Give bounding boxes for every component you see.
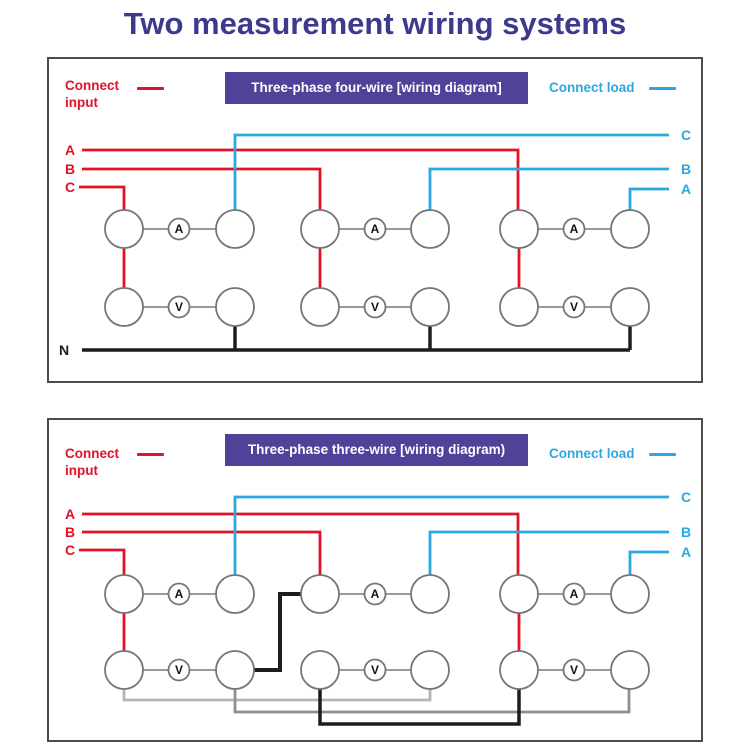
bottom-buses xyxy=(124,688,629,724)
ammeter-label: A xyxy=(569,587,579,601)
load-wires xyxy=(235,135,669,211)
input-color-key-line xyxy=(137,87,164,90)
input-phase-b-label: B xyxy=(64,524,76,540)
load-color-key-line xyxy=(649,453,676,456)
ammeter-label: A xyxy=(370,587,380,601)
voltmeter-label: V xyxy=(569,300,578,314)
voltmeter-label: V xyxy=(569,663,578,677)
wire-input-c xyxy=(79,187,124,211)
input-phase-c-label: C xyxy=(64,179,76,195)
wire-load-c xyxy=(235,497,669,576)
voltmeter-label: V xyxy=(370,663,379,677)
legend-connect-load: Connect load xyxy=(549,80,635,95)
wire-input-a xyxy=(82,150,518,211)
load-phase-b-label: B xyxy=(680,161,692,177)
ammeter-label: A xyxy=(174,222,184,236)
input-phase-a-label: A xyxy=(64,142,76,158)
cross-link-black-wire xyxy=(254,594,301,670)
load-phase-c-label: C xyxy=(680,489,692,505)
input-color-key-line xyxy=(137,453,164,456)
panel-three-phase-four-wire xyxy=(47,57,703,383)
wire-load-a xyxy=(630,189,669,211)
wire-input-c xyxy=(79,550,124,576)
page-title: Two measurement wiring systems xyxy=(123,6,627,41)
ammeter-label: A xyxy=(174,587,184,601)
legend-connect-input-line2: input xyxy=(65,463,98,478)
legend-connect-input-line1: Connect xyxy=(65,446,119,461)
wire-load-c xyxy=(235,135,669,211)
load-phase-b-label: B xyxy=(680,524,692,540)
ammeter-label: A xyxy=(370,222,380,236)
input-phase-b-label: B xyxy=(64,161,76,177)
voltmeter-label: V xyxy=(174,300,183,314)
input-phase-a-label: A xyxy=(64,506,76,522)
diagram-title-banner: Three-phase four-wire [wiring diagram] xyxy=(225,72,528,104)
load-phase-a-label: A xyxy=(680,181,692,197)
neutral-wires xyxy=(82,325,630,350)
load-phase-a-label: A xyxy=(680,544,692,560)
panel-three-phase-three-wire xyxy=(47,418,703,742)
load-color-key-line xyxy=(649,87,676,90)
wire-load-b xyxy=(430,532,669,576)
bus-light-gray xyxy=(124,688,430,700)
meter-connector-lines xyxy=(124,594,630,670)
load-wires xyxy=(235,497,669,576)
wire-load-a xyxy=(630,552,669,576)
input-phase-c-label: C xyxy=(64,542,76,558)
wire-input-b xyxy=(82,532,320,576)
neutral-label: N xyxy=(58,342,70,358)
wire-input-a xyxy=(82,514,518,576)
voltmeter-label: V xyxy=(174,663,183,677)
input-wires xyxy=(79,514,519,652)
legend-connect-input-line1: Connect xyxy=(65,78,119,93)
diagram-title-banner: Three-phase three-wire [wiring diagram) xyxy=(225,434,528,466)
legend-connect-load: Connect load xyxy=(549,446,635,461)
input-wires xyxy=(79,150,519,289)
voltmeter-label: V xyxy=(370,300,379,314)
wire-input-b xyxy=(82,169,320,211)
legend-connect-input-line2: input xyxy=(65,95,98,110)
bus-black xyxy=(320,688,519,724)
load-phase-c-label: C xyxy=(680,127,692,143)
meter-connector-lines xyxy=(124,229,630,307)
ammeter-label: A xyxy=(569,222,579,236)
legend-connect-input xyxy=(65,77,119,111)
legend-connect-input xyxy=(65,445,119,479)
three-wire-diagram xyxy=(49,420,701,740)
